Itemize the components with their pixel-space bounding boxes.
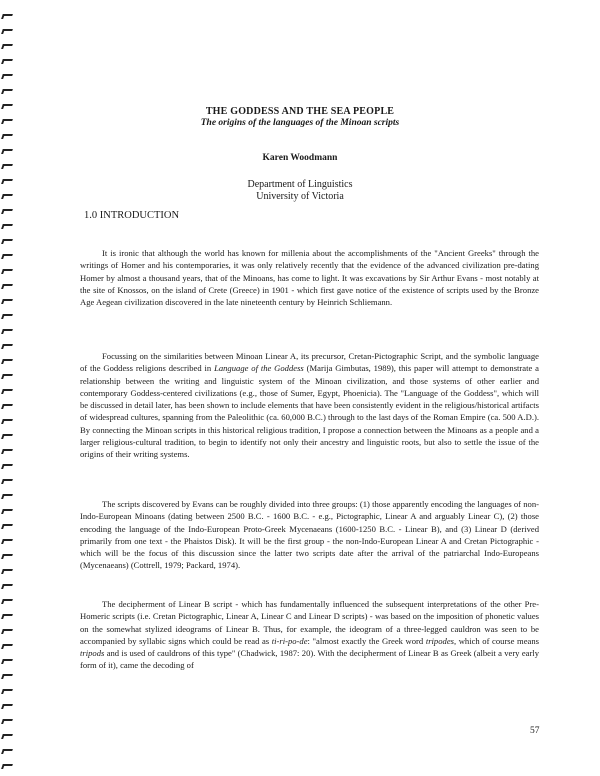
binding-mark	[1, 734, 13, 739]
binding-mark	[1, 629, 13, 634]
binding-mark	[1, 254, 13, 259]
binding-mark	[1, 539, 13, 544]
paragraph-2-text: Focussing on the similarities between Minoan Linear A, its precursor, Cretan-Pictographic Script, and the symbolic language of the Goddess religions described in Language of the Goddess (Marija Gimbutas, 1989), this paper will attempt to demonstrate a relationship between the writing and linguistic system of the Minoan civilization, and those systems of other earlier and contemporary Goddess-centered civilizations (e.g., those of Sumer, Egypt, Phoenicia). The "Language of the Goddess", which will be discussed in detail later, has been shown to include elements that have been consistently evident in the religious/historical artifacts of widespread cultures, spanning from the Paleolithic (ca. 60,000 B.C.) through to the last days of the Roman Empire (ca. 500 A.D.). By connecting the Minoan scripts in this historical religious tradition, I propose a connection between the Minoans as a people and a larger religious-cultural tradition, to begin to identify not only their ancestry and linguistic roots, but also to settle the issue of the origins of their writing systems.	[80, 351, 539, 460]
binding-mark	[1, 224, 13, 229]
binding-mark	[1, 464, 13, 469]
author-name: Karen Woodmann	[262, 153, 338, 163]
binding-mark	[1, 674, 13, 679]
binding-mark	[1, 344, 13, 349]
binding-mark	[1, 524, 13, 529]
binding-mark	[1, 764, 13, 769]
binding-mark	[1, 614, 13, 619]
binding-mark	[1, 134, 13, 139]
binding-mark	[1, 659, 13, 664]
binding-mark	[1, 284, 13, 289]
binding-mark	[1, 209, 13, 214]
binding-mark	[1, 434, 13, 439]
binding-mark	[1, 14, 13, 19]
section-heading: 1.0 INTRODUCTION	[84, 210, 180, 221]
paper-subtitle: The origins of the languages of the Minoan scripts	[200, 118, 400, 128]
binding-mark	[1, 164, 13, 169]
binding-mark	[1, 389, 13, 394]
binding-mark	[1, 719, 13, 724]
binding-mark	[1, 89, 13, 94]
affiliation-university: University of Victoria	[256, 191, 344, 202]
paragraph-4-text: The decipherment of Linear B script - which has fundamentally influenced the subsequent interpretations of the other Pre-Homeric scripts (i.e. Cretan Pictographic, Linear A, Linear C and Linear D scripts) - was based on the imposition of phonetic values on the somewhat stylized ideograms of Linear B. Thus, for example, the ideogram of a three-legged cauldron was seen to be accompanied by syllabic signs which could be read as ti-ri-po-de: "almost exactly the Greek word tripodes, which of course means tripods and is used of cauldrons of this type" (Chadwick, 1987: 20). With the decipherment of Linear B as Greek (albeit a very early form of it), came the decoding of	[80, 599, 540, 671]
binding-mark	[1, 569, 13, 574]
binding-mark	[1, 44, 13, 49]
binding-mark	[1, 29, 13, 34]
binding-mark	[1, 494, 13, 499]
binding-mark	[1, 374, 13, 379]
paragraph-1	[80, 247, 539, 308]
paragraph-4	[80, 598, 539, 672]
paragraph-2	[80, 350, 539, 461]
paragraph-3	[80, 498, 539, 572]
binding-mark	[1, 584, 13, 589]
binding-mark	[1, 479, 13, 484]
binding-mark	[1, 314, 13, 319]
binding-mark	[1, 449, 13, 454]
affiliation	[0, 179, 600, 203]
binding-mark	[1, 299, 13, 304]
paper-title: THE GODDESS AND THE SEA PEOPLE	[205, 106, 395, 117]
binding-mark	[1, 509, 13, 514]
affiliation-department: Department of Linguistics	[247, 179, 353, 190]
binding-mark	[1, 74, 13, 79]
binding-mark	[1, 554, 13, 559]
binding-mark	[1, 239, 13, 244]
binding-mark	[1, 704, 13, 709]
binding-mark	[1, 329, 13, 334]
binding-mark	[1, 359, 13, 364]
binding-mark	[1, 404, 13, 409]
binding-mark	[1, 689, 13, 694]
binding-mark	[1, 644, 13, 649]
binding-mark	[1, 599, 13, 604]
binding-mark	[1, 269, 13, 274]
page-number: 57	[530, 726, 540, 736]
paragraph-3-text: The scripts discovered by Evans can be roughly divided into three groups: (1) those apparently encoding the languages of non-Indo-European Minoans (dating between 2500 B.C. - 1600 B.C. - e.g., Pictographic, Linear A and arguably Linear C), (2) those encoding the language of the Indo-European Proto-Greek Mycenaeans (1600-1250 B.C. - Linear B), and (3) Linear D (derived primarily from one text - the Phaistos Disk). It will be the first group - the non-Indo-European Linear A and Cretan Pictographic - which will be the focus of this discussion since the latter two scripts date after the arrival of the patriarchal Indo-Europeans (Mycenaeans) (Cottrell, 1979; Packard, 1974).	[80, 499, 539, 571]
binding-mark	[1, 749, 13, 754]
binding-mark	[1, 59, 13, 64]
paragraph-1-text: It is ironic that although the world has known for millenia about the accomplishments of the "Ancient Greeks" through the writings of Homer and his contemporaries, it was only relatively recently that the evidence of the advanced civilization pre-dating Homer by almost a thousand years, that of the Minoans, has come to light. It was excavations by Sir Arthur Evans - most notably at the site of Knossos, on the island of Crete (Greece) in 1901 - which first gave notice of the existence of scripts used by the Bronze Age Aegean civilization discovered in the late nineteenth century by Heinrich Schliemann.	[80, 248, 539, 308]
binding-mark	[1, 419, 13, 424]
